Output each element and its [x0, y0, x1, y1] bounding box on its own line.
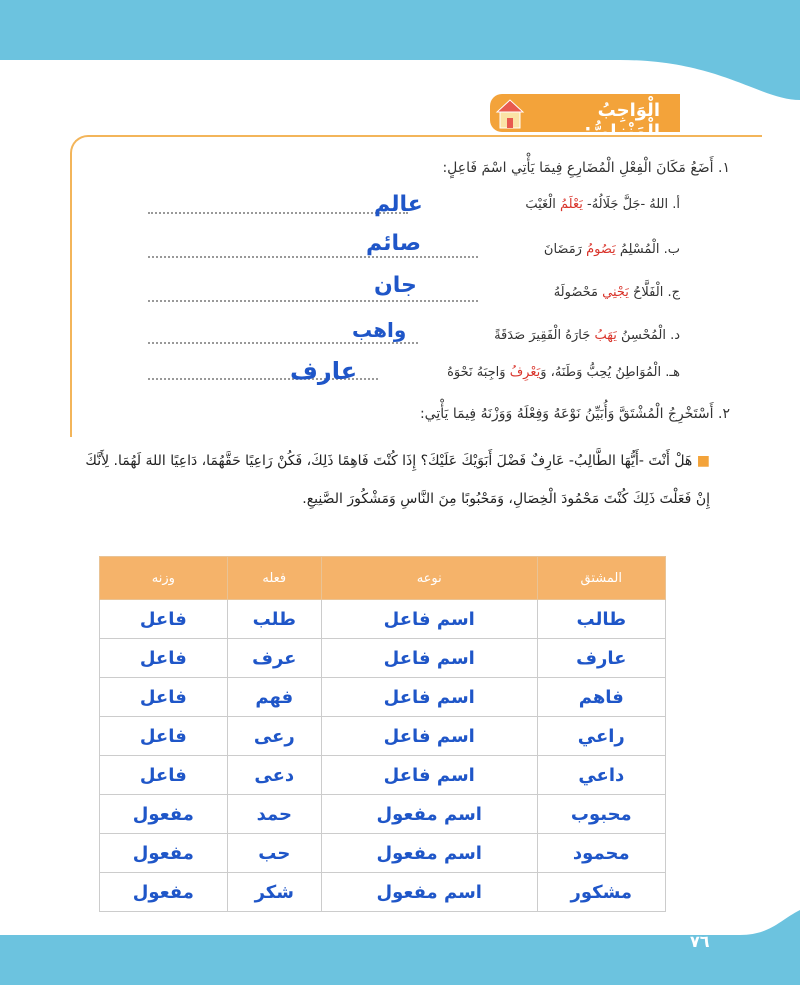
q1-item-a: أ. اللهُ -جَلَّ جَلَالُهُ- يَعْلَمُ الْغَيْبَ — [525, 197, 680, 212]
page-title: الْوَاجِبُ الْمَنْزِلِيُّ: — [584, 100, 660, 142]
q1-item-b: ب. الْمُسْلِمُ يَصُومُ رَمَضَانَ — [543, 242, 680, 257]
bottom-decor-band — [0, 910, 800, 985]
answer-line — [148, 342, 418, 344]
table-row: محبوب اسم مفعول حمد مفعول — [100, 795, 666, 834]
answer-line — [148, 300, 478, 302]
table-row: مشكور اسم مفعول شكر مفعول — [100, 873, 666, 912]
answer-a: عالم — [374, 192, 423, 217]
table-row: عارف اسم فاعل عرف فاعل — [100, 639, 666, 678]
q1-item-e: هـ. الْمُوَاطِنُ يُحِبُّ وَطَنَهُ، وَيَعْرِفُ وَاجِبَهُ نَحْوَهُ — [447, 365, 680, 380]
q2-prompt: ٢. أَسْتَخْرِجُ الْمُشْتَقَّ وَأُبَيِّنُ نَوْعَهُ وَفِعْلَهُ وَوَزْنَهُ فِيمَا يَأْتِي: — [419, 406, 730, 422]
answer-line — [148, 256, 478, 258]
answer-b: صائم — [366, 231, 422, 256]
table-row: راعي اسم فاعل رعى فاعل — [100, 717, 666, 756]
q1-item-c: ج. الْفَلَّاحُ يَجْنِي مَحْصُولَهُ — [553, 285, 680, 300]
table-row: طالب اسم فاعل طلب فاعل — [100, 600, 666, 639]
page-number: ٧٦ — [690, 932, 710, 951]
q2-paragraph: ■ هَلْ أَنْتَ -أَيُّهَا الطَّالِبُ- عَارِفٌ فَضْلَ أَبَوَيْكَ عَلَيْكَ؟ إِذَا كُنْتَ فَاهِمًا ذَلِكَ، فَكُنْ رَاعِيًا حَقَّهُمَا، دَاعِيًا اللهَ لَهُمَا. لِأَنَّكَ إِنْ فَعَلْتَ ذَلِكَ كُنْتَ مَحْمُودَ الْخِصَالِ، وَمَحْبُوبًا مِنَ النَّاسِ وَمَشْكُورَ الصَّنِيعِ. — [85, 453, 710, 507]
col-header-derivative: المشتق — [537, 557, 665, 600]
col-header-verb: فعله — [227, 557, 321, 600]
house-icon — [495, 98, 525, 130]
table-row: فاهم اسم فاعل فهم فاعل — [100, 678, 666, 717]
table-row: داعي اسم فاعل دعى فاعل — [100, 756, 666, 795]
q1-item-d: د. الْمُحْسِنُ يَهَبُ جَارَهُ الْفَقِيرَ صَدَقَةً — [494, 328, 680, 343]
col-header-pattern: وزنه — [100, 557, 228, 600]
col-header-type: نوعه — [321, 557, 537, 600]
answer-c: جان — [374, 273, 417, 298]
answer-e: عارف — [290, 357, 358, 385]
bullet-icon: ■ — [696, 453, 710, 469]
top-decor-curve — [0, 40, 800, 150]
derivatives-table — [99, 556, 666, 912]
answer-d: واهب — [352, 318, 407, 342]
table-row: محمود اسم مفعول حب مفعول — [100, 834, 666, 873]
answer-line — [148, 212, 408, 214]
q1-prompt: ١. أَضَعُ مَكَانَ الْفِعْلِ الْمُضَارِعِ فِيمَا يَأْتِي اسْمَ فَاعِلٍ: — [442, 160, 730, 176]
